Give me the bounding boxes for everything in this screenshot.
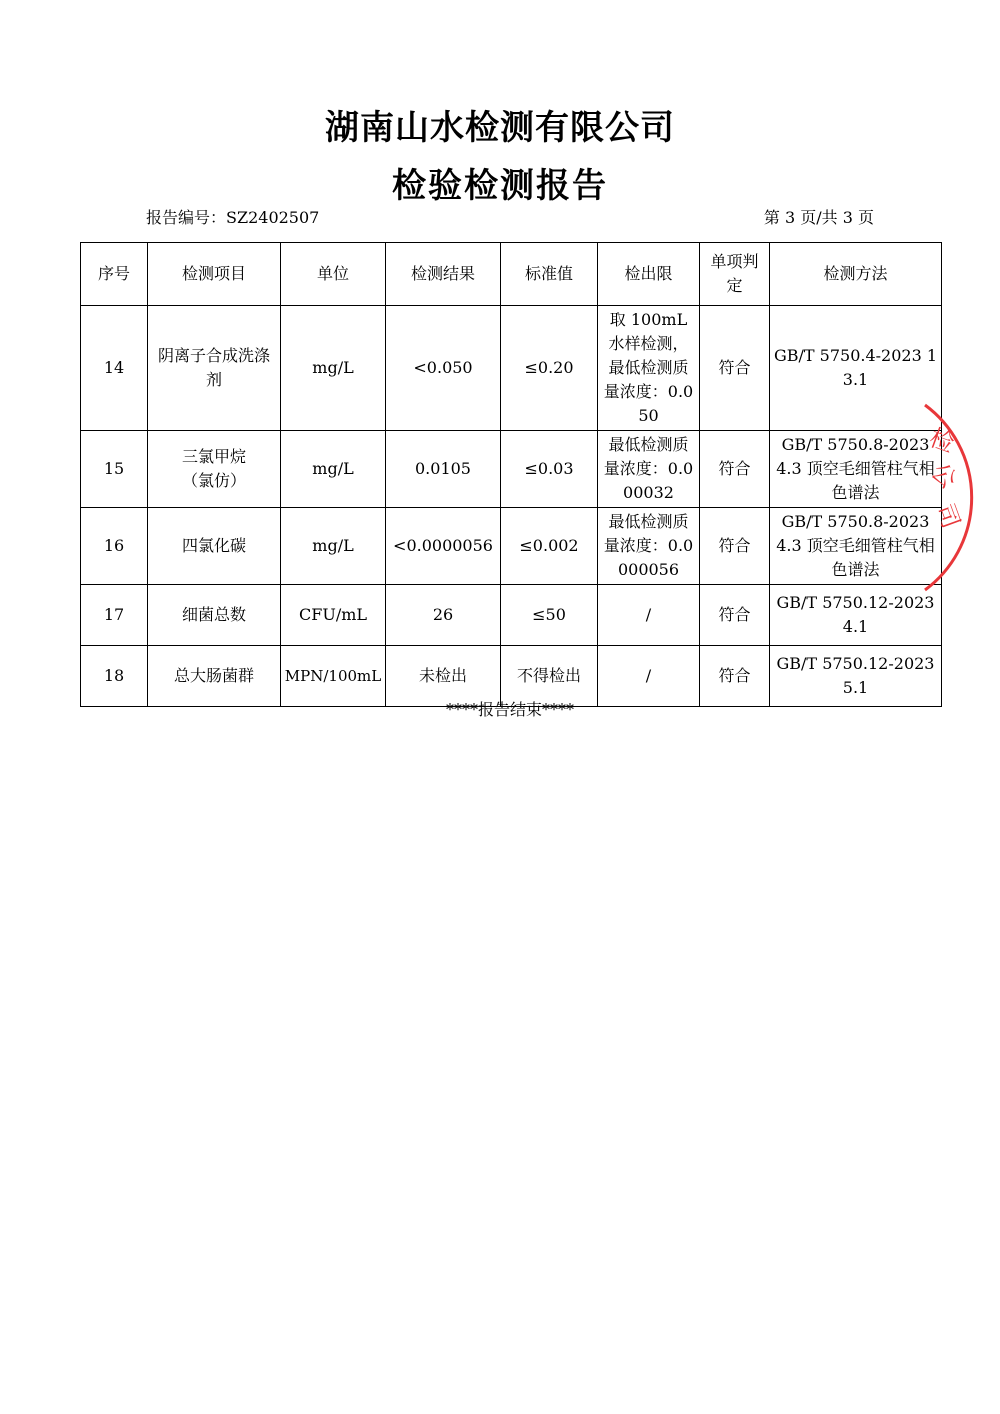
cell-no: 15 — [81, 431, 148, 508]
cell-no: 18 — [81, 646, 148, 707]
cell-unit: mg/L — [281, 306, 386, 431]
cell-item: 阴离子合成洗涤剂 — [148, 306, 281, 431]
cell-judge: 符合 — [700, 646, 770, 707]
cell-limit: 取 100mL 水样检测，最低检测质量浓度：0.050 — [598, 306, 700, 431]
cell-limit: 最低检测质量浓度：0.0000056 — [598, 508, 700, 585]
cell-item: 细菌总数 — [148, 585, 281, 646]
cell-item: 总大肠菌群 — [148, 646, 281, 707]
cell-result: 未检出 — [386, 646, 501, 707]
cell-unit: CFU/mL — [281, 585, 386, 646]
column-header: 标准值 — [501, 243, 598, 306]
cell-result: <0.0000056 — [386, 508, 501, 585]
cell-judge: 符合 — [700, 431, 770, 508]
cell-method: GB/T 5750.4-2023 13.1 — [770, 306, 942, 431]
report-end-marker: ****报告结束**** — [445, 700, 574, 719]
table-header-row — [81, 243, 942, 306]
seal-char: 司 — [930, 499, 966, 533]
cell-item: 四氯化碳 — [148, 508, 281, 585]
cell-no: 14 — [81, 306, 148, 431]
cell-standard: ≤0.03 — [501, 431, 598, 508]
cell-result: <0.050 — [386, 306, 501, 431]
results-table — [80, 242, 942, 707]
table-row — [81, 306, 942, 431]
column-header: 序号 — [81, 243, 148, 306]
cell-standard: ≤50 — [501, 585, 598, 646]
report-title: 检验检测报告 — [392, 166, 608, 206]
cell-item: 三氯甲烷（氯仿） — [148, 431, 281, 508]
cell-no: 17 — [81, 585, 148, 646]
column-header: 检测方法 — [770, 243, 942, 306]
cell-method: GB/T 5750.8-2023 4.3 顶空毛细管柱气相色谱法 — [770, 508, 942, 585]
cell-method: GB/T 5750.8-2023 4.3 顶空毛细管柱气相色谱法 — [770, 431, 942, 508]
cell-no: 16 — [81, 508, 148, 585]
cell-result: 0.0105 — [386, 431, 501, 508]
company-name: 湖南山水检测有限公司 — [325, 108, 675, 148]
table-row — [81, 585, 942, 646]
report-number: 报告编号：SZ2402507 — [146, 208, 320, 227]
table-row — [81, 508, 942, 585]
cell-standard: 不得检出 — [501, 646, 598, 707]
cell-limit: 最低检测质量浓度：0.000032 — [598, 431, 700, 508]
cell-judge: 符合 — [700, 306, 770, 431]
cell-standard: ≤0.002 — [501, 508, 598, 585]
cell-unit: MPN/100mL — [281, 646, 386, 707]
cell-unit: mg/L — [281, 431, 386, 508]
column-header: 检出限 — [598, 243, 700, 306]
cell-judge: 符合 — [700, 585, 770, 646]
cell-judge: 符合 — [700, 508, 770, 585]
cell-method: GB/T 5750.12-2023 4.1 — [770, 585, 942, 646]
cell-result: 26 — [386, 585, 501, 646]
cell-limit: / — [598, 585, 700, 646]
page-info: 第 3 页/共 3 页 — [763, 208, 874, 227]
seal-char: 检 — [925, 423, 958, 458]
cell-limit: / — [598, 646, 700, 707]
cell-standard: ≤0.20 — [501, 306, 598, 431]
table-row — [81, 431, 942, 508]
cell-method: GB/T 5750.12-2023 5.1 — [770, 646, 942, 707]
column-header: 单位 — [281, 243, 386, 306]
seal-char: 公 — [925, 457, 963, 495]
column-header: 检测结果 — [386, 243, 501, 306]
column-header: 检测项目 — [148, 243, 281, 306]
column-header: 单项判定 — [700, 243, 770, 306]
cell-unit: mg/L — [281, 508, 386, 585]
